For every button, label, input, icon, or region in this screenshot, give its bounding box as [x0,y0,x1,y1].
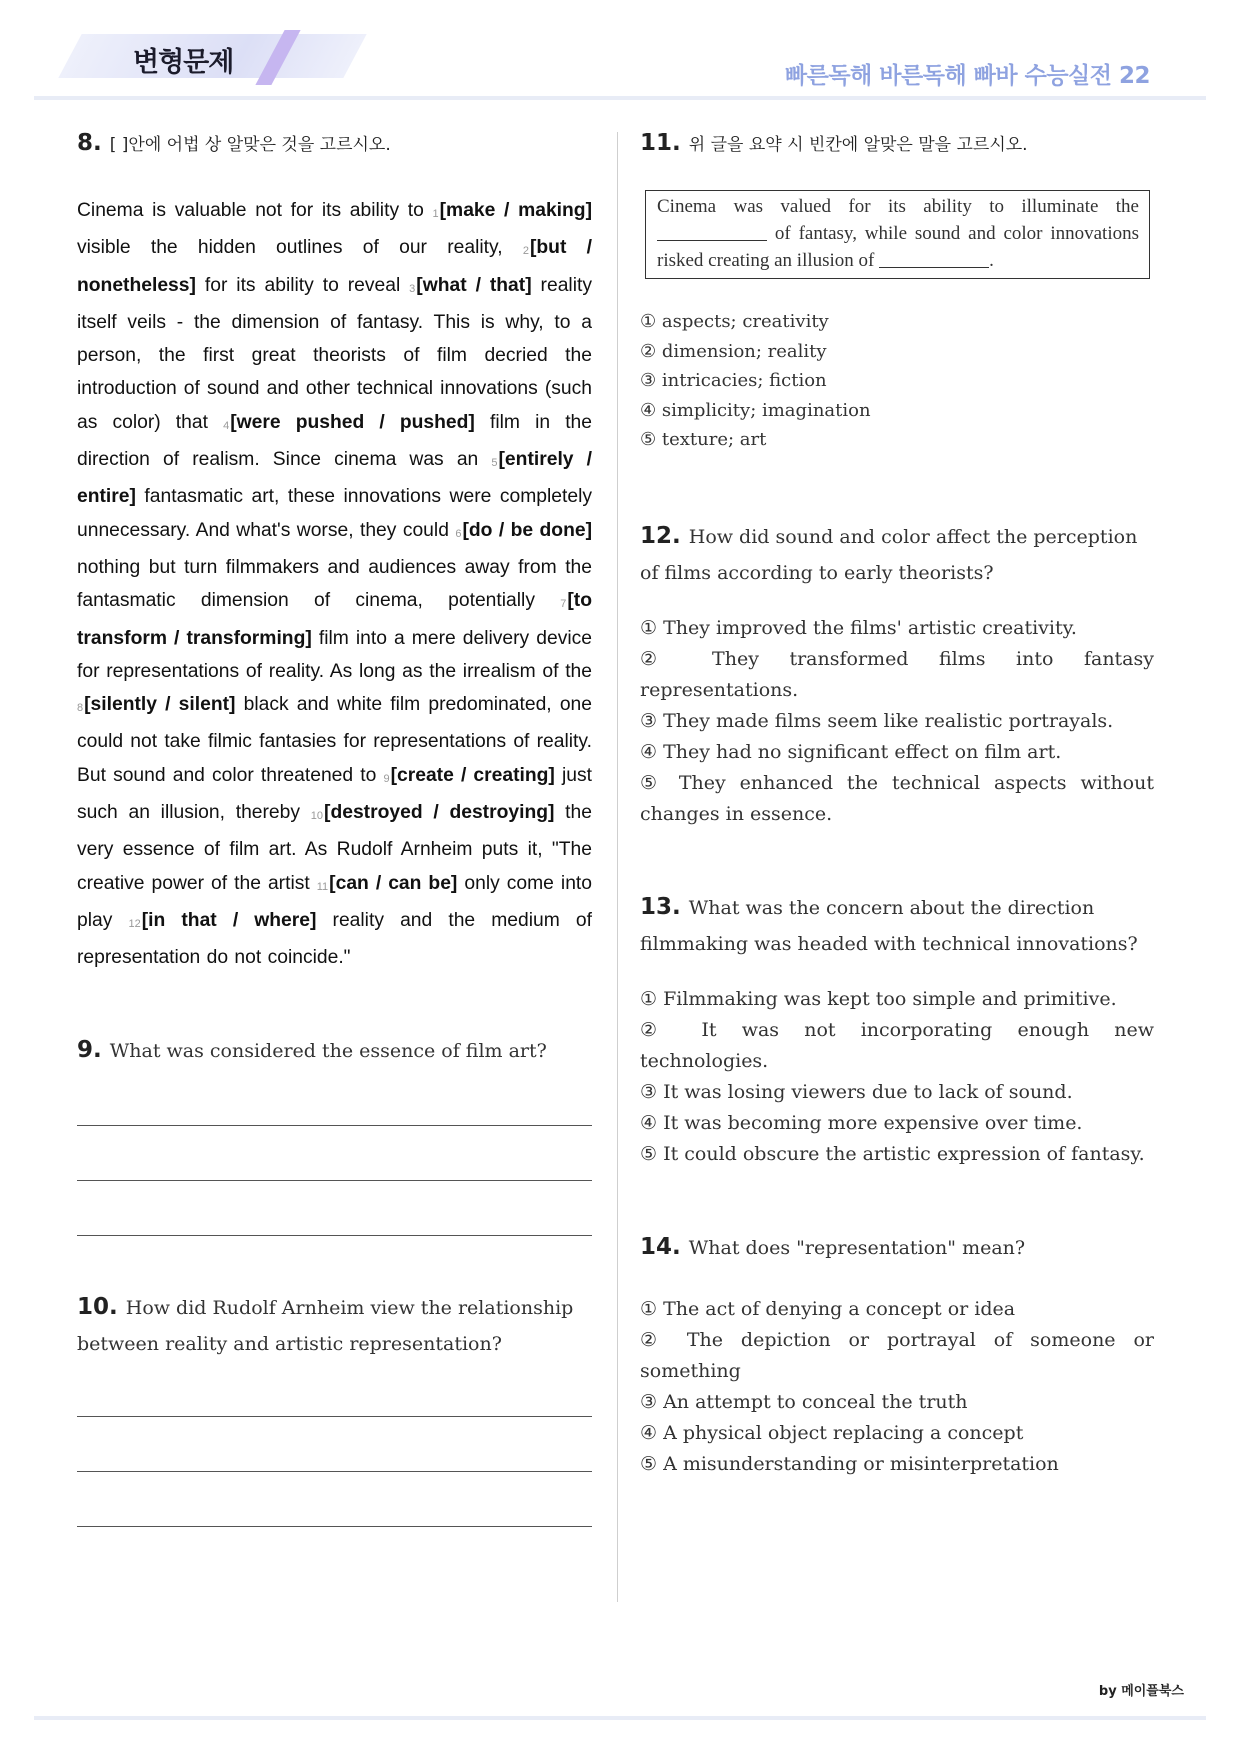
passage-text: the very essence of film art. As Rudolf Arnheim puts it, "The creative power of the artist [77,802,592,894]
grammar-choice[interactable]: [entirely / entire] [77,449,592,508]
question-10-number: 10. [77,1293,118,1320]
series-title: 빠른독해 바른독해 빠바 수능실전 22 [784,63,1150,89]
grammar-choice[interactable]: [create / creating] [390,764,555,786]
question-10-text: How did Rudolf Arnheim view the relationship between reality and artistic representation? [77,1296,574,1355]
option[interactable]: ② It was not incorporating enough new technologies. [640,1018,1154,1072]
choice-number: 2 [522,245,529,258]
passage-text: film into a mere delivery device for representations of reality. As long as the irrealism of the [77,627,592,682]
question-9-answer-lines [77,1125,592,1236]
question-10 [77,1290,592,1362]
choice-number: 11 [316,880,329,893]
passage-text: film in the direction of realism. Since cinema was an [77,411,592,471]
option[interactable]: ① Filmmaking was kept too simple and primitive. [640,987,1117,1010]
option[interactable]: ② They transformed films into fantasy representations. [640,647,1154,701]
answer-line[interactable] [77,1235,592,1236]
question-11-summary-box [645,190,1150,279]
answer-line[interactable] [77,1416,592,1417]
question-14-options [640,1294,1154,1480]
choice-number: 5 [491,457,498,470]
option[interactable]: ④ It was becoming more expensive over time. [640,1111,1083,1134]
option[interactable]: ④ A physical object replacing a concept [640,1421,1024,1444]
question-13-number: 13. [640,893,681,920]
question-11-header [640,130,1154,156]
question-14-text: What does "representation" mean? [688,1236,1026,1259]
question-9-number: 9. [77,1036,102,1063]
summary-blank-b[interactable] [879,249,989,268]
answer-line[interactable] [77,1125,592,1126]
choice-number: 3 [409,282,416,295]
choice-number: 4 [223,419,230,432]
right-column [640,130,1154,1480]
option[interactable]: ⑤ They enhanced the technical aspects without changes in essence. [640,771,1154,825]
question-10-answer-lines [77,1416,592,1527]
grammar-choice[interactable]: [silently / silent] [84,694,236,716]
top-rule [34,96,1206,100]
grammar-choice[interactable]: [what / that] [416,274,532,296]
option[interactable]: ③ intricacies; fiction [640,370,827,391]
question-11-instruction: 위 글을 요약 시 빈칸에 알맞은 말을 고르시오. [688,135,1028,155]
choice-number: 12 [128,917,141,930]
option[interactable]: ② dimension; reality [640,340,827,362]
question-12-options [640,613,1154,830]
passage-text: Cinema is valuable not for its ability to [77,200,433,221]
summary-start: Cinema was valued for its ability to illuminate the [657,196,1139,217]
grammar-choice[interactable]: [make / making] [439,200,592,221]
choice-number: 8 [77,702,84,715]
option[interactable]: ⑤ It could obscure the artistic expression of fantasy. [640,1142,1145,1165]
passage-text: nothing but turn filmmakers and audiences away from the fantasmatic dimension of cinema, potentially [77,556,592,612]
left-column [77,130,592,1581]
summary-end: . [989,250,994,271]
option[interactable]: ③ It was losing viewers due to lack of sound. [640,1080,1073,1103]
passage-text: fantasmatic art, these innovations were completely unnecessary. And what's worse, they could [77,486,592,541]
summary-blank-a[interactable] [657,222,767,241]
question-13-text: What was the concern about the direction filmmaking was headed with technical innovations? [640,896,1138,955]
question-12 [640,519,1154,591]
passage-text: only come into play [77,872,592,931]
option[interactable]: ② The depiction or portrayal of someone or something [640,1328,1154,1382]
question-8-number: 8. [77,130,102,156]
option[interactable]: ① The act of denying a concept or idea [640,1297,1016,1320]
question-13-options [640,984,1154,1170]
choice-number: 7 [560,598,567,611]
option[interactable]: ④ They had no significant effect on film art. [640,740,1062,763]
grammar-choice[interactable]: [can / can be] [329,872,458,894]
grammar-choice[interactable]: [but / nonetheless] [77,237,592,296]
option[interactable]: ⑤ A misunderstanding or misinterpretation [640,1452,1059,1475]
choice-number: 10 [310,810,324,823]
question-8-passage [77,194,592,975]
choice-number: 1 [432,208,439,220]
grammar-choice[interactable]: [destroyed / destroying] [324,802,555,824]
question-11-options [640,307,1154,455]
footer-publisher: by 메이플북스 [1098,1684,1184,1699]
option[interactable]: ① aspects; creativity [640,311,829,332]
option[interactable]: ⑤ texture; art [640,429,767,450]
question-14-number: 14. [640,1233,681,1260]
grammar-choice[interactable]: [in that / where] [141,909,317,931]
answer-line[interactable] [77,1180,592,1181]
option[interactable]: ③ They made films seem like realistic portrayals. [640,709,1114,732]
passage-text: just such an illusion, thereby [77,764,592,824]
bottom-rule [34,1716,1206,1720]
question-8-instruction: [ ]안에 어법 상 알맞은 것을 고르시오. [109,135,391,155]
column-divider [617,132,618,1602]
choice-number: 6 [455,527,462,540]
grammar-choice[interactable]: [do / be done] [462,519,592,541]
question-9 [77,1033,592,1069]
question-9-text: What was considered the essence of film art? [109,1039,547,1062]
grammar-choice[interactable]: [were pushed / pushed] [230,411,475,433]
option[interactable]: ④ simplicity; imagination [640,399,871,421]
header-badge-title: 변형문제 [133,47,234,78]
passage-text: reality itself veils - the dimension of fantasy. This is why, to a person, the first great theorists of film decried the introduction of sound and other technical innovations (such as color) that [77,274,592,433]
choice-number: 9 [383,772,390,785]
passage-text: visible the hidden outlines of our reality, [77,237,523,259]
question-12-number: 12. [640,522,681,549]
passage-text: black and white film predominated, one could not take filmic fantasies for representations of reality. But sound and color threatened to [77,694,592,786]
question-13 [640,890,1154,962]
question-12-text: How did sound and color affect the perception of films according to early theorists? [640,525,1138,584]
grammar-choice[interactable]: [to transform / transforming] [77,590,592,649]
summary-middle: of fantasy, while sound and color innovations risked creating an illusion of [657,223,1140,271]
question-11-number: 11. [640,130,681,156]
passage-text: reality and the medium of representation do not coincide." [77,909,592,969]
question-8-header [77,130,592,156]
question-14 [640,1230,1154,1266]
passage-text: for its ability to reveal [195,274,410,296]
option[interactable]: ③ An attempt to conceal the truth [640,1390,968,1413]
option[interactable]: ① They improved the films' artistic creativity. [640,616,1077,639]
answer-line[interactable] [77,1471,592,1472]
answer-line[interactable] [77,1526,592,1527]
